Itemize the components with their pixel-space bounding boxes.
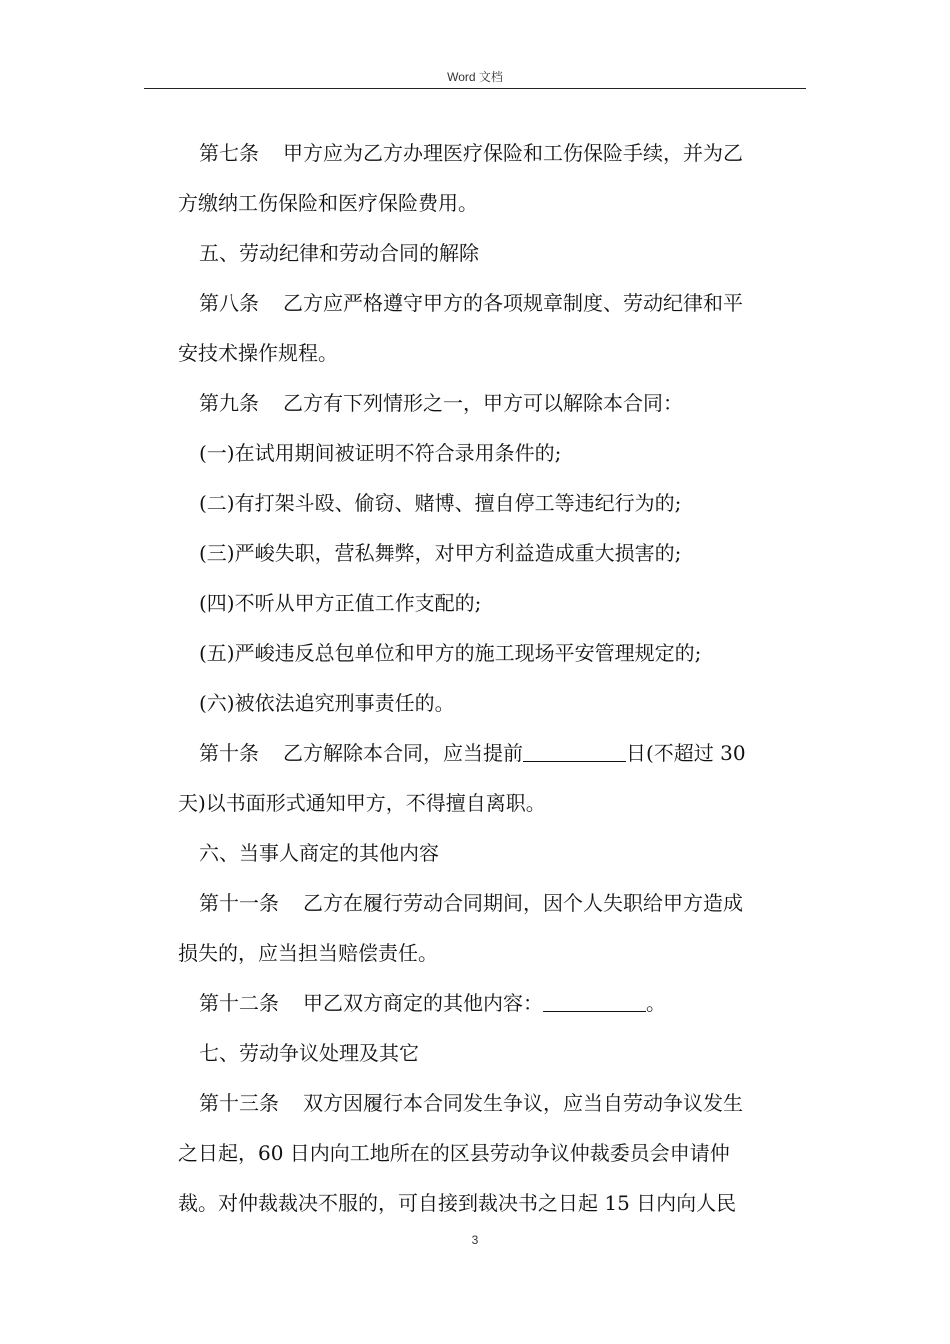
article-12-label: 第十二条: [199, 991, 279, 1015]
article-13-label: 第十三条: [199, 1091, 279, 1115]
article-9-line-1: [178, 378, 808, 428]
article-11-text: 乙方在履行劳动合同期间，因个人失职给甲方造成: [303, 891, 743, 915]
article-7-label: 第七条: [199, 141, 259, 165]
article-7-line-1: [178, 128, 808, 178]
fill-in-blank-other: [543, 991, 646, 1012]
document-body: [178, 128, 808, 1228]
article-12-text-after: 。: [646, 991, 666, 1015]
article-8-line-2: 安技术操作规程。: [178, 341, 338, 365]
article-13-line-3: 裁。对仲裁裁决不服的，可自接到裁决书之日起 15 日内向人民: [178, 1191, 737, 1215]
article-11-line-2: 损失的，应当担当赔偿责任。: [178, 941, 438, 965]
list-item-4: (四)不听从甲方正值工作支配的;: [199, 591, 482, 615]
list-item-2: (二)有打架斗殴、偷窃、赌博、擅自停工等违纪行为的;: [199, 491, 682, 515]
article-10-line-2: 天)以书面形式通知甲方，不得擅自离职。: [178, 791, 546, 815]
list-item-6: (六)被依法追究刑事责任的。: [199, 691, 455, 715]
section-5-heading: 五、劳动纪律和劳动合同的解除: [199, 241, 479, 265]
section-6-heading: 六、当事人商定的其他内容: [199, 841, 439, 865]
list-item-5: (五)严峻违反总包单位和甲方的施工现场平安管理规定的;: [199, 641, 702, 665]
list-item-3: (三)严峻失职，营私舞弊，对甲方利益造成重大损害的;: [199, 541, 682, 565]
article-8-line-1: [178, 278, 808, 328]
article-10-line-1: [178, 728, 808, 778]
article-10-text-after: 日(不超过 30: [626, 741, 746, 765]
article-10-label: 第十条: [199, 741, 259, 765]
article-12-line-1: [178, 978, 808, 1028]
article-11-label: 第十一条: [199, 891, 279, 915]
page-number: 3: [471, 1233, 479, 1247]
article-7-text: 甲方应为乙方办理医疗保险和工伤保险手续，并为乙: [283, 141, 743, 165]
article-13-text: 双方因履行本合同发生争议，应当自劳动争议发生: [303, 1091, 743, 1115]
article-8-text: 乙方应严格遵守甲方的各项规章制度、劳动纪律和平: [283, 291, 743, 315]
article-9-label: 第九条: [199, 391, 259, 415]
page-header: Word 文档: [447, 70, 503, 84]
fill-in-blank-days: [523, 741, 626, 762]
article-9-text: 乙方有下列情形之一，甲方可以解除本合同：: [283, 391, 683, 415]
article-10-text-before: 乙方解除本合同，应当提前: [283, 741, 523, 765]
list-item-1: (一)在试用期间被证明不符合录用条件的;: [199, 441, 562, 465]
article-7-line-2: 方缴纳工伤保险和医疗保险费用。: [178, 191, 478, 215]
article-13-line-2: 之日起，60 日内向工地所在的区县劳动争议仲裁委员会申请仲: [178, 1141, 730, 1165]
article-8-label: 第八条: [199, 291, 259, 315]
article-13-line-1: [178, 1078, 808, 1128]
section-7-heading: 七、劳动争议处理及其它: [199, 1041, 419, 1065]
article-11-line-1: [178, 878, 808, 928]
header-divider: [144, 88, 806, 89]
article-12-text-before: 甲乙双方商定的其他内容：: [303, 991, 543, 1015]
